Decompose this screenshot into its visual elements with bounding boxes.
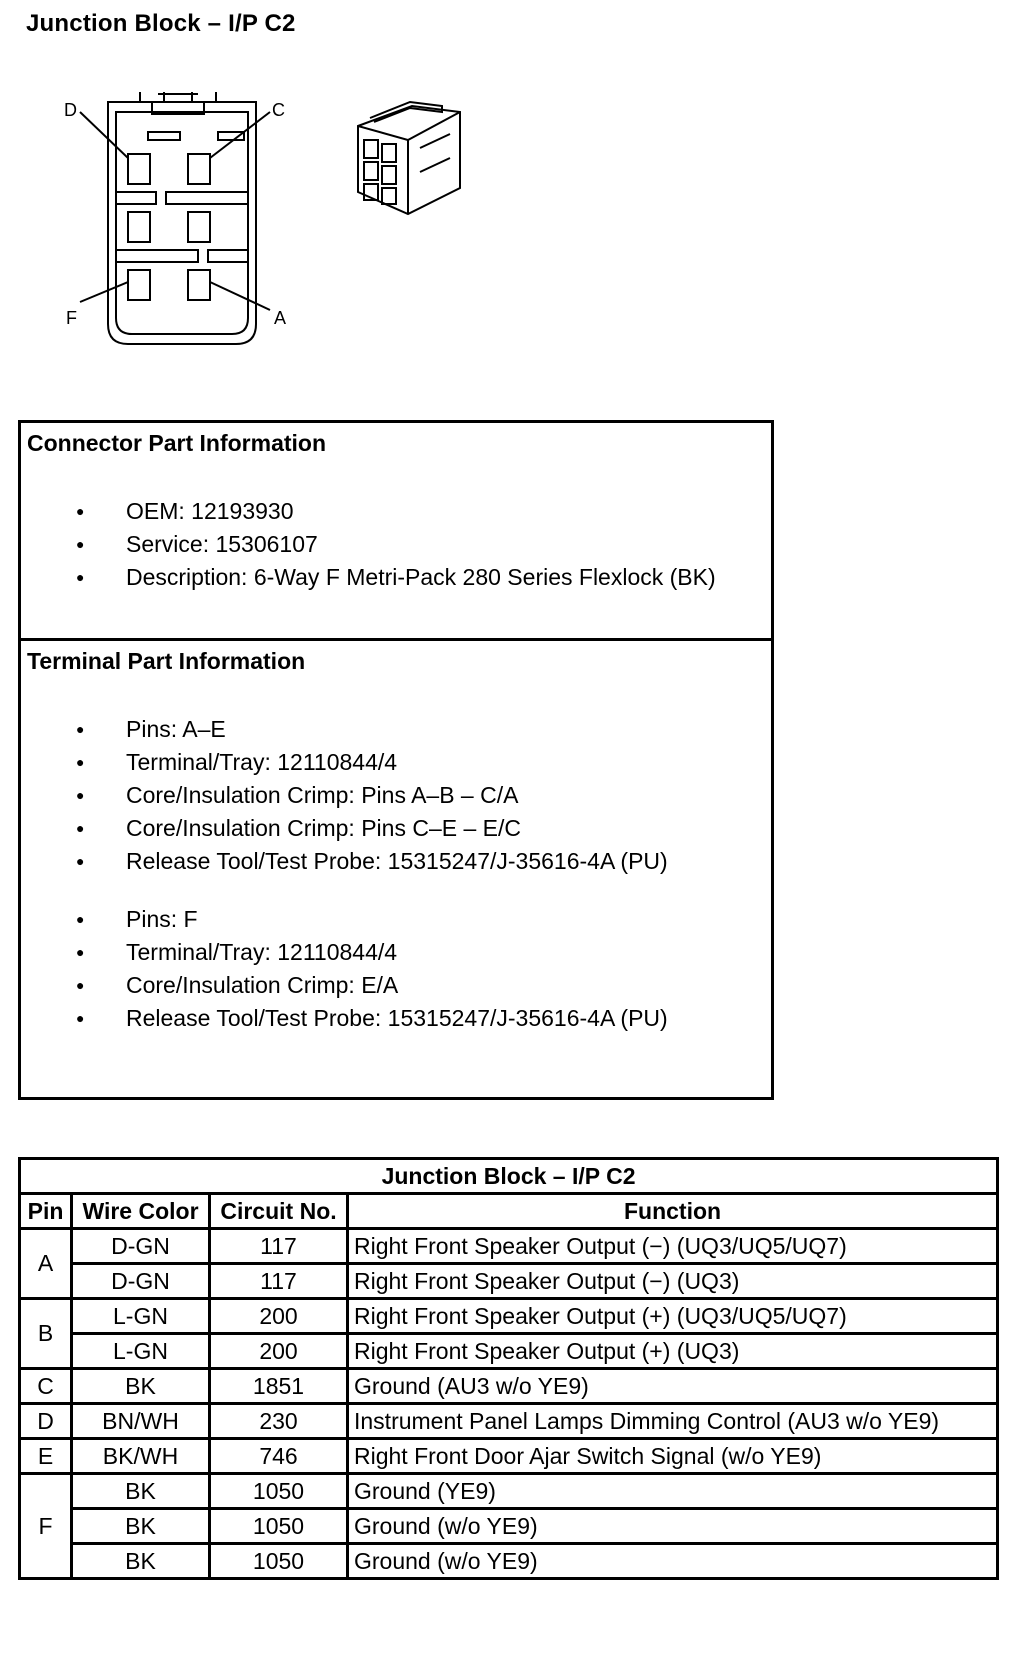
circuit-cell: 746 bbox=[210, 1439, 348, 1474]
table-row bbox=[20, 1299, 998, 1334]
header-function: Function bbox=[348, 1194, 998, 1229]
table-row bbox=[20, 1369, 998, 1404]
function-cell: Ground (YE9) bbox=[348, 1474, 998, 1509]
cavity-a bbox=[188, 270, 210, 300]
table-row bbox=[20, 1404, 998, 1439]
table-row bbox=[20, 1474, 998, 1509]
circuit-cell: 1050 bbox=[210, 1509, 348, 1544]
circuit-cell: 117 bbox=[210, 1264, 348, 1299]
list-item: ● Description: 6-Way F Metri-Pack 280 Series Flexlock (BK) bbox=[21, 561, 716, 594]
table-row bbox=[20, 1334, 998, 1369]
leader-d bbox=[80, 112, 128, 158]
pin-cell: F bbox=[20, 1474, 72, 1579]
circuit-cell: 1851 bbox=[210, 1369, 348, 1404]
wire-color-cell: L-GN bbox=[72, 1299, 210, 1334]
list-item: ● Release Tool/Test Probe: 15315247/J-35616-4A (PU) bbox=[21, 1002, 668, 1035]
cavity-f bbox=[128, 270, 150, 300]
pin-cell: A bbox=[20, 1229, 72, 1299]
table-row bbox=[20, 1509, 998, 1544]
list-item: ● Release Tool/Test Probe: 15315247/J-35616-4A (PU) bbox=[21, 845, 668, 878]
header-pin: Pin bbox=[20, 1194, 72, 1229]
pin-cell: D bbox=[20, 1404, 72, 1439]
separator-lower-right bbox=[208, 250, 248, 262]
list-item: ● Terminal/Tray: 12110844/4 bbox=[21, 746, 668, 779]
connector-isometric-image bbox=[350, 88, 470, 228]
wire-color-cell: BK bbox=[72, 1474, 210, 1509]
function-cell: Ground (w/o YE9) bbox=[348, 1544, 998, 1579]
terminal-info-heading: Terminal Part Information bbox=[27, 648, 306, 674]
connector-face-diagram bbox=[60, 92, 320, 352]
circuit-cell: 230 bbox=[210, 1404, 348, 1439]
leader-a bbox=[210, 282, 270, 310]
label-c: C bbox=[272, 100, 285, 120]
pin-cell: C bbox=[20, 1369, 72, 1404]
circuit-cell: 1050 bbox=[210, 1474, 348, 1509]
connector-housing-outline bbox=[108, 102, 256, 344]
circuit-cell: 1050 bbox=[210, 1544, 348, 1579]
label-f: F bbox=[66, 308, 77, 328]
function-cell: Right Front Speaker Output (+) (UQ3) bbox=[348, 1334, 998, 1369]
page-title: Junction Block – I/P C2 bbox=[26, 10, 296, 37]
pinout-table bbox=[18, 1157, 999, 1580]
circuit-cell: 200 bbox=[210, 1299, 348, 1334]
table-row bbox=[20, 1229, 998, 1264]
cavity-d bbox=[128, 154, 150, 184]
list-item: ● Pins: A–E bbox=[21, 713, 668, 746]
table-header-row bbox=[20, 1194, 998, 1229]
leader-f bbox=[80, 282, 128, 302]
function-cell: Right Front Speaker Output (−) (UQ3) bbox=[348, 1264, 998, 1299]
list-item: ● Core/Insulation Crimp: E/A bbox=[21, 969, 668, 1002]
part-information-box bbox=[18, 420, 774, 1100]
pin-cell: B bbox=[20, 1299, 72, 1369]
terminal-part-info bbox=[21, 641, 771, 1097]
label-a: A bbox=[274, 308, 287, 328]
list-item: ● Pins: F bbox=[21, 903, 668, 936]
wire-color-cell: BN/WH bbox=[72, 1404, 210, 1439]
wire-color-cell: D-GN bbox=[72, 1264, 210, 1299]
function-cell: Right Front Speaker Output (−) (UQ3/UQ5/UQ7) bbox=[348, 1229, 998, 1264]
label-d: D bbox=[64, 100, 77, 120]
wire-color-cell: BK bbox=[72, 1544, 210, 1579]
connector-info-list bbox=[21, 495, 716, 594]
separator-upper-left bbox=[116, 192, 156, 204]
circuit-cell: 117 bbox=[210, 1229, 348, 1264]
separator-lower-left bbox=[116, 250, 198, 262]
list-item: ● Terminal/Tray: 12110844/4 bbox=[21, 936, 668, 969]
wire-color-cell: D-GN bbox=[72, 1229, 210, 1264]
list-item: ● Service: 15306107 bbox=[21, 528, 716, 561]
header-wire-color: Wire Color bbox=[72, 1194, 210, 1229]
terminal-info-list-2 bbox=[21, 903, 668, 1035]
table-row bbox=[20, 1264, 998, 1299]
connector-info-heading: Connector Part Information bbox=[27, 430, 327, 456]
cavity-b bbox=[188, 212, 210, 242]
table-title-row bbox=[20, 1159, 998, 1194]
pin-cell: E bbox=[20, 1439, 72, 1474]
connector-part-info bbox=[21, 423, 771, 641]
function-cell: Ground (w/o YE9) bbox=[348, 1509, 998, 1544]
header-circuit-no: Circuit No. bbox=[210, 1194, 348, 1229]
top-slot-left bbox=[148, 132, 180, 140]
table-row bbox=[20, 1544, 998, 1579]
function-cell: Ground (AU3 w/o YE9) bbox=[348, 1369, 998, 1404]
wire-color-cell: BK/WH bbox=[72, 1439, 210, 1474]
wire-color-cell: BK bbox=[72, 1369, 210, 1404]
cavity-e bbox=[128, 212, 150, 242]
list-item: ● Core/Insulation Crimp: Pins C–E – E/C bbox=[21, 812, 668, 845]
wire-color-cell: L-GN bbox=[72, 1334, 210, 1369]
list-item: ● Core/Insulation Crimp: Pins A–B – C/A bbox=[21, 779, 668, 812]
terminal-info-list-1 bbox=[21, 713, 668, 878]
circuit-cell: 200 bbox=[210, 1334, 348, 1369]
cavity-c bbox=[188, 154, 210, 184]
function-cell: Instrument Panel Lamps Dimming Control (AU3 w/o YE9) bbox=[348, 1404, 998, 1439]
table-title: Junction Block – I/P C2 bbox=[20, 1159, 998, 1194]
function-cell: Right Front Door Ajar Switch Signal (w/o YE9) bbox=[348, 1439, 998, 1474]
wire-color-cell: BK bbox=[72, 1509, 210, 1544]
separator-upper-right bbox=[166, 192, 248, 204]
list-item: ● OEM: 12193930 bbox=[21, 495, 716, 528]
function-cell: Right Front Speaker Output (+) (UQ3/UQ5/UQ7) bbox=[348, 1299, 998, 1334]
table-row bbox=[20, 1439, 998, 1474]
